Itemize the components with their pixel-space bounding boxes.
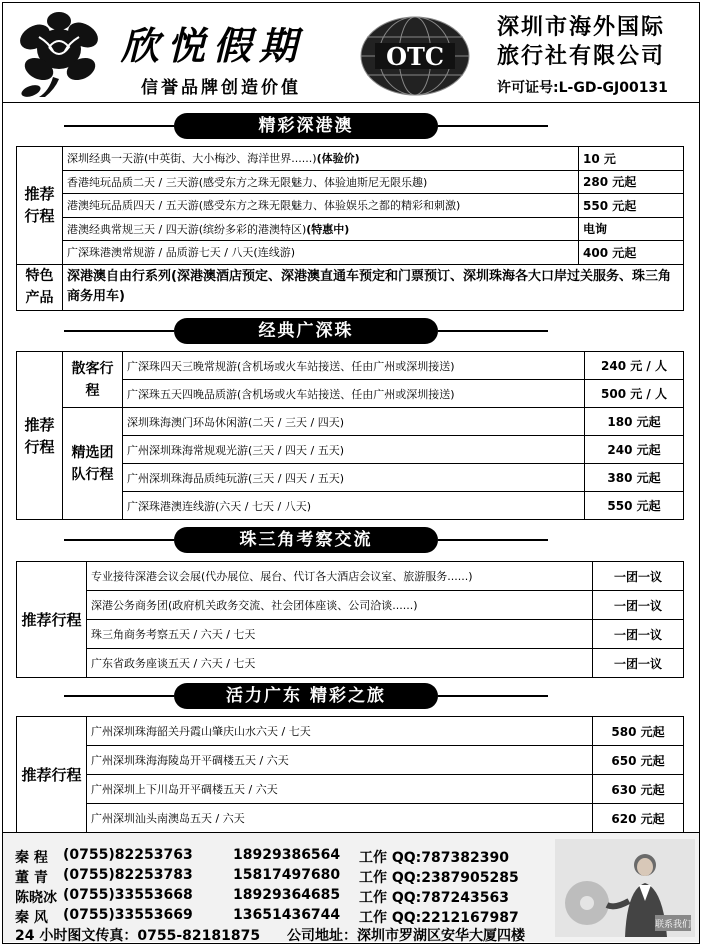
group-header-individual: 散客行程: [63, 352, 123, 408]
row-header-recommended: 推荐行程: [17, 717, 87, 833]
table-row: [17, 620, 684, 649]
row-header-recommended: 推荐行程: [17, 352, 63, 520]
table-row: [17, 649, 684, 678]
route-name: 深圳经典一天游(中英街、大小梅沙、海洋世界......): [67, 152, 317, 166]
price-cell: 一团一议: [593, 620, 684, 649]
section-banner-prd-study-exchange: 珠三角考察交流: [174, 527, 438, 553]
company-name: [497, 13, 665, 71]
route-cell: 港澳纯玩品质四天 / 五天游(感受东方之珠无限魅力、体验娱乐之都的精彩和刺激): [63, 194, 579, 218]
route-cell: 广深珠五天四晚品质游(含机场或火车站接送、任由广州或深圳接送): [123, 380, 585, 408]
route-cell: 广州深圳珠海韶关丹霞山肇庆山水六天 / 七天: [87, 717, 593, 746]
price-cell: 500 元 / 人: [585, 380, 684, 408]
route-cell: 深圳珠海澳门环岛休闲游(二天 / 三天 / 四天): [123, 408, 585, 436]
route-cell: 广深珠港澳连线游(六天 / 七天 / 八天): [123, 492, 585, 520]
flower-logo-icon: [9, 7, 109, 99]
route-cell: 广州深圳上下川岛开平碉楼五天 / 六天: [87, 775, 593, 804]
table-row: [17, 562, 684, 591]
table-row: [17, 775, 684, 804]
contact-mobile[interactable]: 15817497680: [233, 867, 341, 883]
contact-name: 董 青: [15, 870, 48, 886]
row-header-recommended: 推荐行程: [17, 562, 87, 678]
license-number: 许可证号:L-GD-GJ00131: [497, 80, 668, 96]
price-cell: 550 元起: [585, 492, 684, 520]
table-row: [17, 264, 684, 310]
price-cell: 一团一议: [593, 649, 684, 678]
row-header-recommended: 推荐行程: [17, 147, 63, 265]
contact-us-caption: 联系我们: [654, 920, 692, 930]
price-cell: 630 元起: [593, 775, 684, 804]
table-row: [17, 352, 684, 380]
route-cell: 广州深圳珠海品质纯玩游(三天 / 四天 / 五天): [123, 464, 585, 492]
price-cell: 620 元起: [593, 804, 684, 833]
price-cell: 400 元起: [579, 241, 684, 265]
route-name: 港澳经典常规三天 / 四天游(缤纷多彩的港澳特区): [67, 222, 307, 236]
contact-qq[interactable]: 工作 QQ:2387905285: [359, 870, 519, 886]
table-row: [17, 170, 684, 194]
table-row: [17, 147, 684, 171]
route-cell: 珠三角商务考察五天 / 六天 / 七天: [87, 620, 593, 649]
company-address: 公司地址：深圳市罗湖区安华大厦四楼: [287, 928, 525, 944]
contact-mobile[interactable]: 18929364685: [233, 887, 341, 903]
route-tag: (特惠中): [306, 222, 350, 236]
table-row: [17, 217, 684, 241]
contact-phone[interactable]: (0755)33553668: [63, 887, 193, 903]
section-banner-shenzhen-hk-macau: 精彩深港澳: [174, 113, 438, 139]
route-cell: 广深珠四天三晚常规游(含机场或火车站接送、任由广州或深圳接送): [123, 352, 585, 380]
contact-name: 秦 程: [15, 850, 48, 866]
price-cell: 一团一议: [593, 591, 684, 620]
contact-phone[interactable]: (0755)82253783: [63, 867, 193, 883]
route-cell: 广州深圳汕头南澳岛五天 / 六天: [87, 804, 593, 833]
contact-us-photo: [555, 839, 695, 937]
price-cell: 一团一议: [593, 562, 684, 591]
table-prd-study-exchange: [16, 561, 684, 678]
route-cell: 广东省政务座谈五天 / 六天 / 七天: [87, 649, 593, 678]
route-cell: 广州深圳珠海海陵岛开平碉楼五天 / 六天: [87, 746, 593, 775]
table-guangzhou-shenzhen-zhuhai: [16, 351, 684, 520]
price-cell: 580 元起: [593, 717, 684, 746]
table-row: [17, 408, 684, 436]
row-header-special: 特色产品: [17, 264, 63, 310]
route-cell: 专业接待深港会议会展(代办展位、展台、代订各大酒店会议室、旅游服务......): [87, 562, 593, 591]
contact-footer: [3, 832, 699, 942]
otc-globe-logo-icon: [359, 15, 471, 97]
table-vibrant-guangdong: [16, 716, 684, 833]
special-product-text: 深港澳自由行系列(深港澳酒店预定、深港澳直通车预定和门票预订、深圳珠海各大口岸过关服务、珠三角商务用车): [63, 264, 684, 310]
brand-slogan: 信誉品牌创造价值: [141, 78, 301, 98]
group-header-team: 精选团队行程: [63, 408, 123, 520]
contact-qq[interactable]: 工作 QQ:787382390: [359, 850, 509, 866]
price-cell: 240 元起: [585, 436, 684, 464]
contact-qq[interactable]: 工作 QQ:2212167987: [359, 910, 519, 926]
price-cell: 650 元起: [593, 746, 684, 775]
table-row: [17, 194, 684, 218]
price-cell: 10 元: [579, 147, 684, 171]
contact-mobile[interactable]: 13651436744: [233, 907, 341, 923]
route-cell: [63, 147, 579, 171]
route-cell: 香港纯玩品质二天 / 三天游(感受东方之珠无限魅力、体验迪斯尼无限乐趣): [63, 170, 579, 194]
brand-name: 欣悦假期: [121, 23, 306, 68]
price-cell: 电询: [579, 217, 684, 241]
fax-number[interactable]: 24 小时图文传真：0755-82181875: [15, 928, 261, 944]
table-row: [17, 804, 684, 833]
contact-qq[interactable]: 工作 QQ:787243563: [359, 890, 509, 906]
price-cell: 240 元 / 人: [585, 352, 684, 380]
contact-phone[interactable]: (0755)82253763: [63, 847, 193, 863]
receptionist-illustration-icon: [555, 839, 695, 937]
price-cell: 380 元起: [585, 464, 684, 492]
price-cell: 280 元起: [579, 170, 684, 194]
contact-phone[interactable]: (0755)33553669: [63, 907, 193, 923]
route-cell: [63, 217, 579, 241]
route-cell: 广深珠港澳常规游 / 品质游七天 / 八天(连线游): [63, 241, 579, 265]
company-name-line1: 深圳市海外国际: [497, 14, 666, 40]
company-name-line2: 旅行社有限公司: [497, 43, 666, 69]
contact-name: 陈晓冰: [15, 890, 57, 906]
header: [3, 3, 699, 103]
table-row: [17, 717, 684, 746]
table-row: [17, 591, 684, 620]
table-shenzhen-hk-macau: [16, 146, 684, 311]
route-cell: 广州深圳珠海常规观光游(三天 / 四天 / 五天): [123, 436, 585, 464]
table-row: [17, 746, 684, 775]
table-row: [17, 241, 684, 265]
price-cell: 180 元起: [585, 408, 684, 436]
otc-logo-text: OTC: [386, 42, 444, 71]
contact-mobile[interactable]: 18929386564: [233, 847, 341, 863]
section-banner-guangzhou-shenzhen-zhuhai: 经典广深珠: [174, 318, 438, 344]
price-cell: 550 元起: [579, 194, 684, 218]
route-cell: 深港公务商务团(政府机关政务交流、社会团体座谈、公司洽谈......): [87, 591, 593, 620]
section-banner-vibrant-guangdong: 活力广东 精彩之旅: [174, 683, 438, 709]
route-tag: (体验价): [316, 152, 360, 166]
contact-name: 秦 风: [15, 910, 48, 926]
